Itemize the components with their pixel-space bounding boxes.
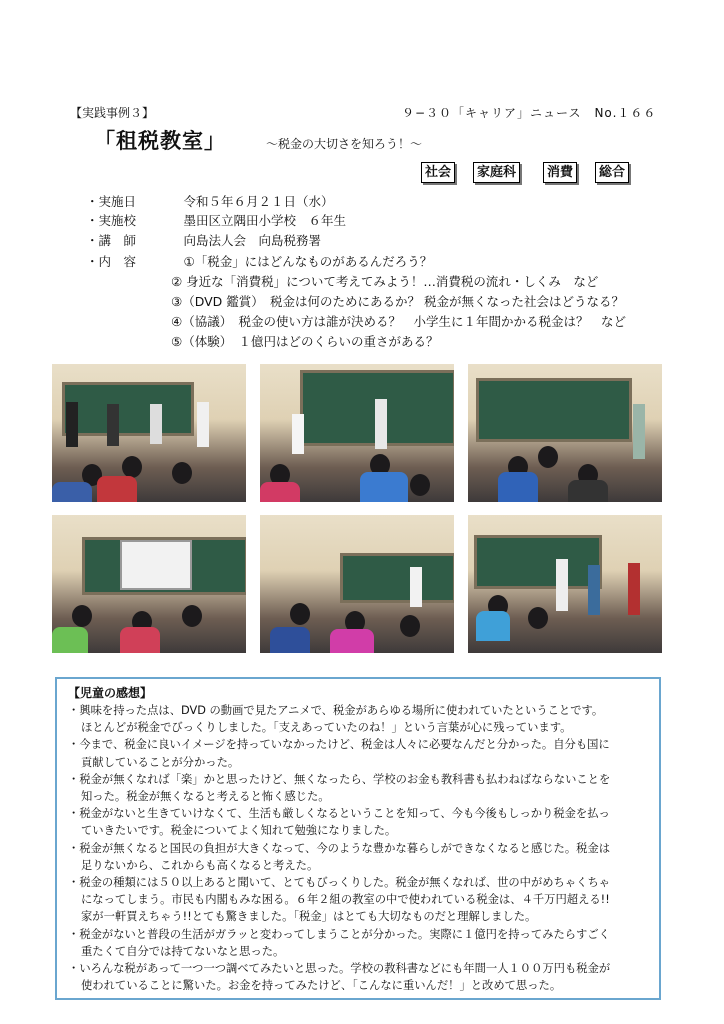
impression-item: ・税金が無くなれば「楽」かと思ったけど、無くなったら、学校のお金も教科書も払わねばならないことを 知った。税金が無くなると考えると怖く感じた。: [68, 772, 611, 804]
classroom-photo-6: [468, 515, 662, 653]
content-topic-5: ⑤（体験） １億円はどのくらいの重さがある？: [171, 334, 439, 349]
classroom-photo-2: [260, 364, 454, 502]
subject-tag-home-economics: 家庭科: [473, 162, 520, 183]
classroom-photo-5: [260, 515, 454, 653]
impressions-heading: 【児童の感想】: [68, 686, 153, 700]
classroom-photo-1: [52, 364, 246, 502]
impression-item: ・いろんな税があって一つ一つ調べてみたいと思った。学校の教科書などにも年間一人１００万円も税金が 使われていることに驚いた。お金を持ってみたけど、「こんなに重いんだ！」と改めて思った。: [68, 962, 611, 993]
page-title: 「租税教室」: [94, 129, 226, 153]
impression-item: ・税金がないと普段の生活がガラッと変わってしまうことが分かった。実際に１億円を持ってみたらすごく 重たくて自分では持てないなと思った。: [68, 927, 610, 958]
info-key: 実施日: [98, 194, 137, 209]
bullet: ・: [86, 213, 99, 228]
info-key: 実施校: [98, 213, 137, 228]
impression-item: ・税金が無くなると国民の負担が大きくなって、今のような豊かな暮らしができなくなると感じた。税金は 足りないから、これからも高くなると考えた。: [68, 841, 611, 872]
info-value: 令和５年６月２１日（水）: [183, 194, 334, 209]
subject-tag-consumer: 消費: [543, 162, 577, 183]
info-value: ①「税金」にはどんなものがあるんだろう？: [183, 254, 433, 269]
bullet: ・: [86, 254, 99, 269]
info-value: 向島法人会 向島税務署: [183, 233, 322, 248]
info-key: 内 容: [98, 254, 137, 269]
classroom-photo-4: [52, 515, 246, 653]
page-subtitle: 〜税金の大切さを知ろう！〜: [266, 137, 423, 151]
info-value: 墨田区立隅田小学校 ６年生: [183, 213, 347, 228]
case-label: 【実践事例３】: [70, 106, 155, 120]
info-row-school: [86, 212, 346, 230]
newsletter-number: ９−３０「キャリア」ニュース No.１６６: [402, 106, 657, 120]
content-topic-3: ③（DVD 鑑賞） 税金は何のためにあるか？ 税金が無くなった社会はどうなる？: [171, 294, 624, 309]
subject-tag-integrated: 総合: [595, 162, 629, 183]
classroom-photo-3: [468, 364, 662, 502]
content-topic-2: ② 身近な「消費税」について考えてみよう！…消費税の流れ・しくみ など: [171, 274, 599, 289]
content-topic-4: ④（協議） 税金の使い方は誰が決める？ 小学生に１年間かかる税金は？ など: [171, 314, 626, 329]
info-row-content: [86, 253, 432, 271]
impressions-list: [68, 702, 658, 994]
impression-item: ・税金の種類には５０以上あると聞いて、とてもびっくりした。税金が無くなれば、世の中がめちゃくちゃ になってしまう。市民も内閣もみな困る。６年２組の教室の中で使われている税金は、４千万円超える!! 家が一軒買えちゃう!!とても驚きました。「税金」はとても大切なものだと理解しました。: [68, 876, 611, 924]
bullet: ・: [86, 194, 99, 209]
subject-tag-social: 社会: [421, 162, 455, 183]
impression-item: ・興味を持った点は、DVD の動画で見たアニメで、税金があらゆる場所に使われていたということです。 ほとんどが税金でびっくりしました。「支えあっていたのね！」という言葉が心に残っています。: [68, 704, 604, 735]
info-row-date: [86, 193, 334, 211]
bullet: ・: [86, 233, 99, 248]
impression-item: ・税金がないと生きていけなくて、生活も厳しくなるということを知って、今も今後もしっかり税金を払っ ていきたいです。税金についてよく知れて勉強になりました。: [68, 807, 610, 838]
info-row-lecturer: [86, 232, 321, 250]
impression-item: ・今まで、税金に良いイメージを持っていなかったけど、税金は人々に必要なんだと分かった。自分も国に 貢献していることが分かった。: [68, 738, 610, 769]
info-key: 講 師: [98, 233, 137, 248]
